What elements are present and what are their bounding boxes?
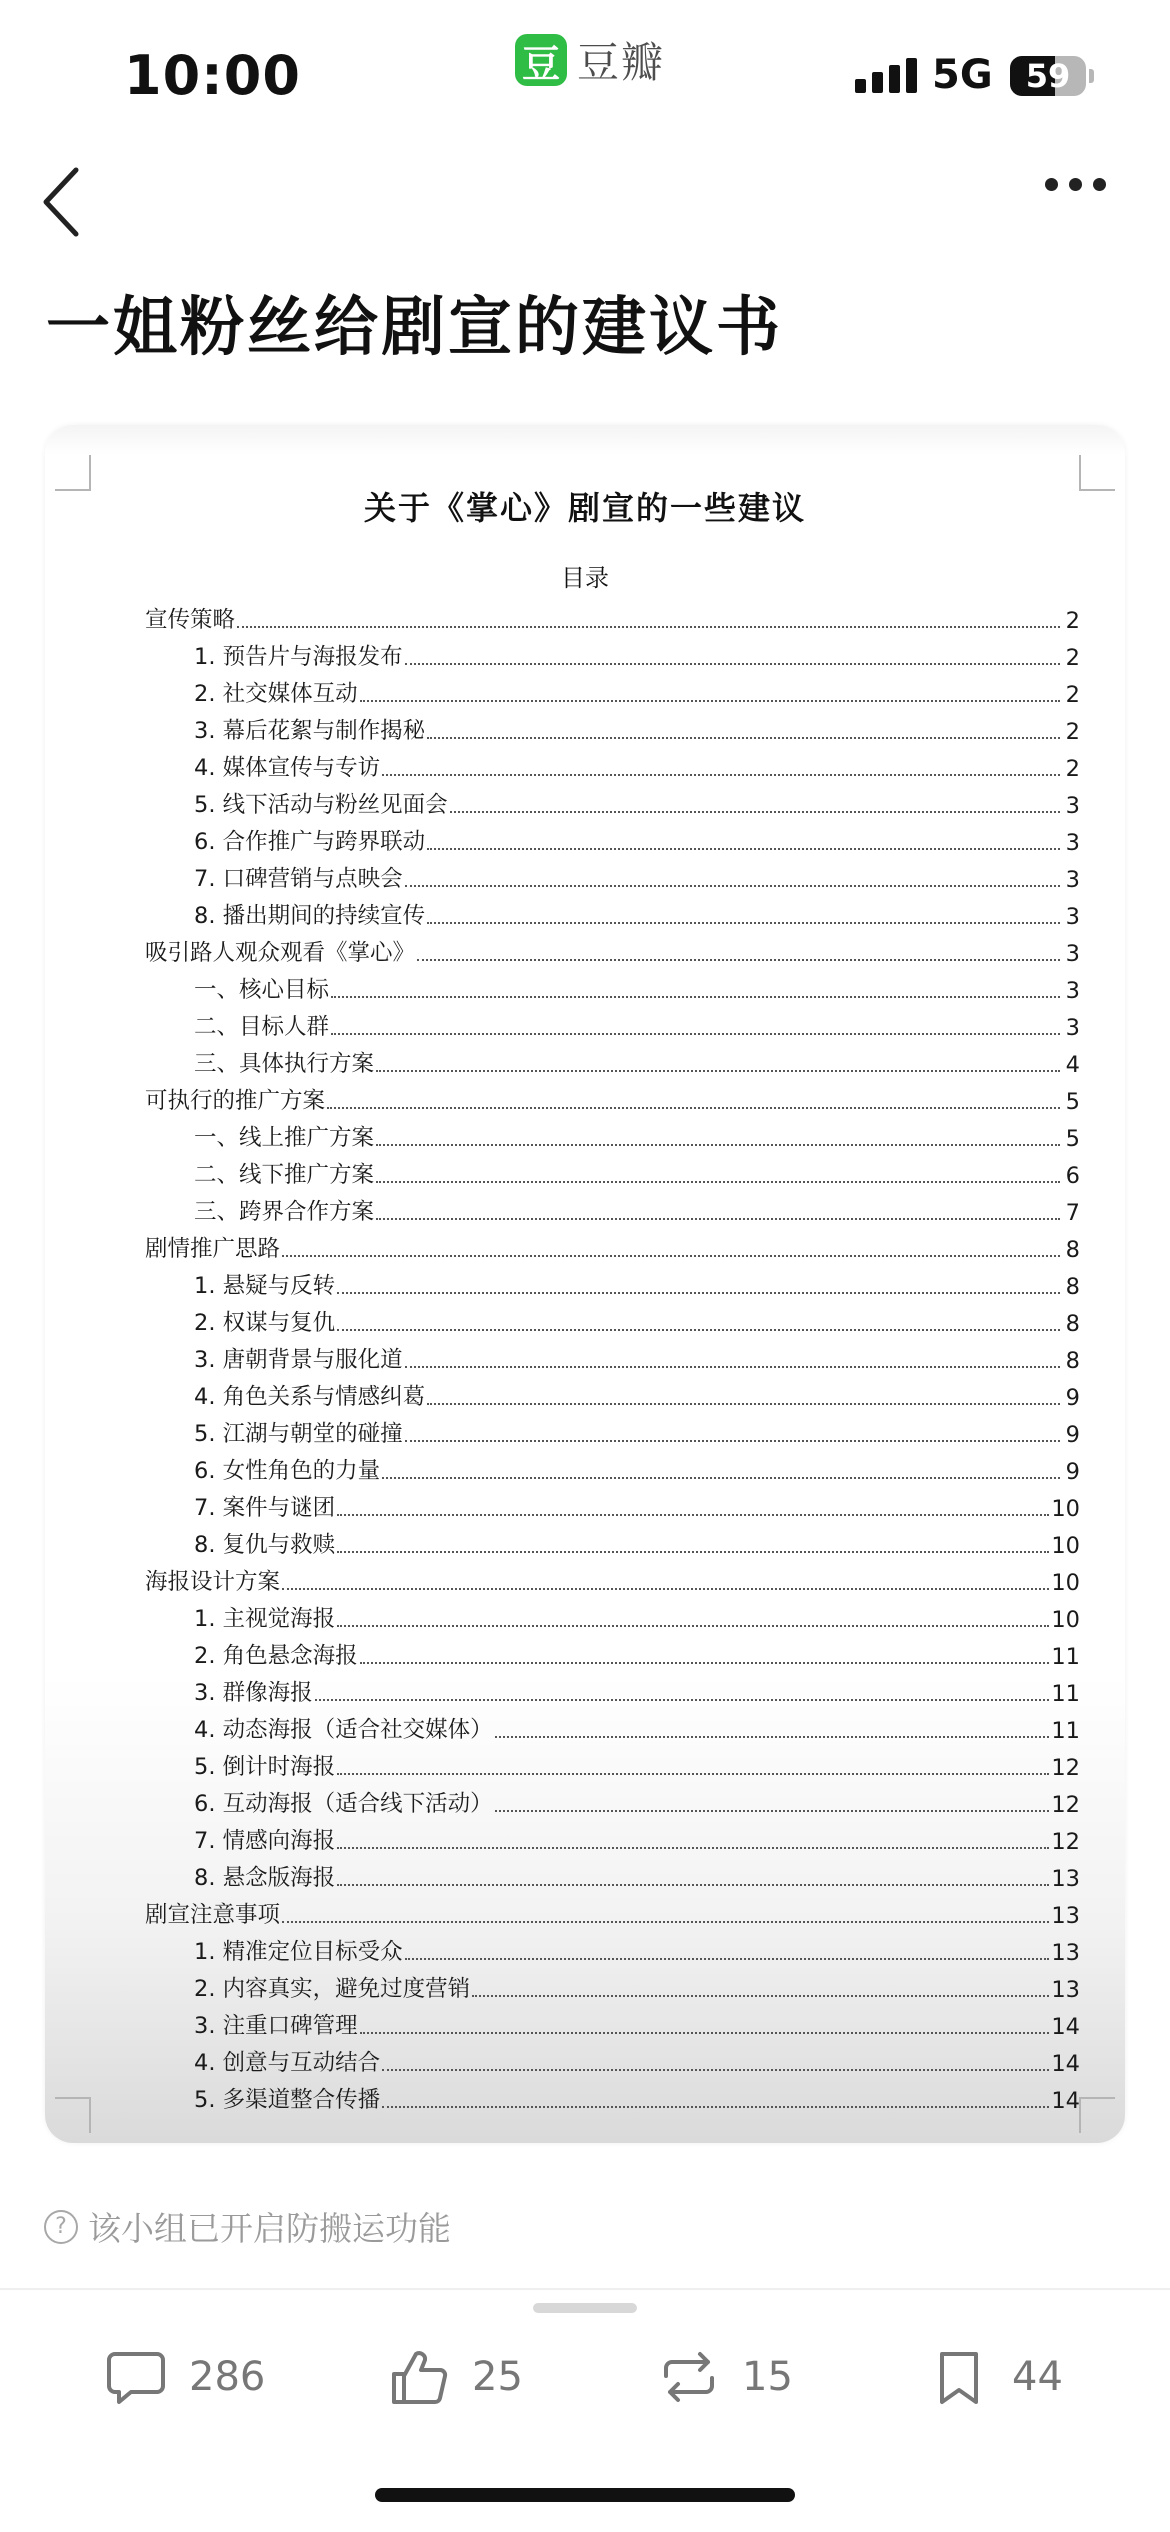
toc-entry-label: 5. 多渠道整合传播	[194, 2087, 381, 2113]
toc-leader-dots	[337, 1625, 1049, 1627]
toc-entry-page: 4	[1065, 1052, 1080, 1078]
toc-entry-page: 3	[1065, 830, 1080, 856]
toc-entry	[145, 1152, 1080, 1189]
bookmark-button[interactable]	[928, 2322, 1063, 2432]
toc-entry-label: 1. 精准定位目标受众	[194, 1939, 403, 1965]
toc-leader-dots	[382, 1477, 1060, 1479]
more-button[interactable]	[1045, 178, 1106, 191]
toc-leader-dots	[382, 2069, 1049, 2071]
toc-entry-page: 2	[1065, 682, 1080, 708]
toc-entry	[145, 1633, 1080, 1670]
toc-entry	[145, 1892, 1080, 1929]
toc-heading: 目录	[561, 564, 609, 592]
toc-leader-dots	[337, 1884, 1049, 1886]
toc-leader-dots	[337, 1329, 1060, 1331]
battery-tip	[1089, 69, 1094, 83]
toc-entry-label: 3. 注重口碑管理	[194, 2013, 358, 2039]
toc-entry-label: 海报设计方案	[145, 1569, 281, 1595]
app-name: 豆瓣	[577, 38, 666, 87]
toc-entry	[145, 1374, 1080, 1411]
toc-leader-dots	[337, 1847, 1049, 1849]
toc-entry-page: 8	[1065, 1311, 1080, 1337]
toc-entry-page: 11	[1051, 1718, 1080, 1744]
toc-entry	[145, 782, 1080, 819]
toc-entry-label: 1. 预告片与海报发布	[194, 644, 403, 670]
toc-entry	[145, 1522, 1080, 1559]
toc-entry-page: 3	[1065, 978, 1080, 1004]
toc-leader-dots	[405, 885, 1060, 887]
toc-entry-label: 三、跨界合作方案	[194, 1199, 375, 1225]
toc-entry-page: 5	[1065, 1126, 1080, 1152]
toc-entry	[145, 1189, 1080, 1226]
more-dots-icon	[1045, 178, 1058, 191]
toc-entry	[145, 1596, 1080, 1633]
cellular-signal-icon	[855, 58, 917, 93]
toc-entry	[145, 967, 1080, 1004]
toc-entry	[145, 930, 1080, 967]
toc-entry-label: 3. 幕后花絮与制作揭秘	[194, 718, 426, 744]
toc-leader-dots	[315, 1699, 1050, 1701]
toc-leader-dots	[427, 848, 1060, 850]
toc-entry	[145, 2003, 1080, 2040]
toc-leader-dots	[382, 2106, 1049, 2108]
toc-entry-page: 3	[1065, 867, 1080, 893]
toc-entry-page: 2	[1065, 756, 1080, 782]
toc-entry-page: 13	[1051, 1977, 1080, 2003]
toc-entry-page: 10	[1051, 1607, 1080, 1633]
toc-leader-dots	[427, 737, 1060, 739]
like-count: 25	[472, 2354, 523, 2400]
toc-entry-label: 二、目标人群	[194, 1014, 330, 1040]
toc-leader-dots	[450, 811, 1060, 813]
toc-entry-page: 9	[1065, 1422, 1080, 1448]
toc-entry	[145, 1781, 1080, 1818]
toc-entry-label: 一、线上推广方案	[194, 1125, 375, 1151]
toc-leader-dots	[337, 1551, 1049, 1553]
toc-entry-label: 7. 情感向海报	[194, 1828, 336, 1854]
toc-leader-dots	[376, 1181, 1060, 1183]
toc-entry-label: 5. 江湖与朝堂的碰撞	[194, 1421, 403, 1447]
toc-entry-label: 7. 案件与谜团	[194, 1495, 336, 1521]
toc-entry-label: 宣传策略	[145, 607, 236, 633]
toc-leader-dots	[282, 1588, 1049, 1590]
toc-entry-label: 6. 女性角色的力量	[194, 1458, 381, 1484]
toc-entry	[145, 1263, 1080, 1300]
toc-leader-dots	[427, 1403, 1060, 1405]
toc-entry	[145, 708, 1080, 745]
toc-entry-page: 3	[1065, 1015, 1080, 1041]
toc-entry-label: 8. 悬念版海报	[194, 1865, 336, 1891]
toc-entry	[145, 1337, 1080, 1374]
toc-entry-label: 3. 唐朝背景与服化道	[194, 1347, 403, 1373]
toc-entry	[145, 1411, 1080, 1448]
toc-leader-dots	[331, 996, 1060, 998]
toc-entry	[145, 819, 1080, 856]
toc-entry	[145, 1929, 1080, 1966]
toc-entry	[145, 1559, 1080, 1596]
post-title: 一姐粉丝给剧宣的建议书	[46, 291, 783, 365]
status-time: 10:00	[124, 44, 301, 107]
toc-entry	[145, 1300, 1080, 1337]
toc-entry-page: 3	[1065, 793, 1080, 819]
toc-entry-page: 11	[1051, 1644, 1080, 1670]
toc-leader-dots	[495, 1810, 1050, 1812]
toc-entry-page: 3	[1065, 941, 1080, 967]
toc-entry	[145, 1707, 1080, 1744]
table-of-contents	[145, 597, 1080, 2114]
comment-count: 286	[189, 2354, 266, 2400]
repost-button[interactable]	[658, 2322, 793, 2432]
toc-leader-dots	[495, 1736, 1050, 1738]
toc-entry	[145, 2077, 1080, 2114]
bookmark-count: 44	[1012, 2354, 1063, 2400]
toc-entry	[145, 2040, 1080, 2077]
toc-leader-dots	[405, 1958, 1050, 1960]
toc-entry-page: 12	[1051, 1792, 1080, 1818]
toc-entry	[145, 745, 1080, 782]
comment-icon	[105, 2346, 167, 2408]
toc-entry	[145, 1670, 1080, 1707]
back-chevron-icon	[40, 160, 130, 250]
toc-entry-label: 吸引路人观众观看《掌心》	[145, 940, 416, 966]
toc-entry-page: 14	[1051, 2014, 1080, 2040]
toc-entry-label: 剧情推广思路	[145, 1236, 281, 1262]
bookmark-icon	[928, 2346, 990, 2408]
toc-leader-dots	[331, 1033, 1060, 1035]
toc-leader-dots	[427, 922, 1060, 924]
toc-entry-page: 12	[1051, 1755, 1080, 1781]
network-type: 5G	[932, 52, 993, 98]
back-button[interactable]	[40, 160, 130, 250]
toc-entry-label: 4. 媒体宣传与专访	[194, 755, 381, 781]
toc-entry-label: 4. 动态海报（适合社交媒体）	[194, 1717, 493, 1743]
toc-entry-label: 3. 群像海报	[194, 1680, 313, 1706]
toc-entry-page: 14	[1051, 2051, 1080, 2077]
toc-entry	[145, 1855, 1080, 1892]
toc-leader-dots	[337, 1773, 1049, 1775]
toc-entry	[145, 1818, 1080, 1855]
toc-entry	[145, 1078, 1080, 1115]
toc-entry-label: 1. 悬疑与反转	[194, 1273, 336, 1299]
battery-icon	[1010, 56, 1086, 96]
toc-entry-page: 8	[1065, 1237, 1080, 1263]
douban-logo-icon: 豆	[515, 34, 567, 86]
toc-entry-page: 7	[1065, 1200, 1080, 1226]
crop-mark	[55, 2097, 91, 2133]
toc-entry-label: 4. 角色关系与情感纠葛	[194, 1384, 426, 1410]
thumbs-up-icon	[388, 2346, 450, 2408]
toc-entry-page: 13	[1051, 1903, 1080, 1929]
toc-entry-page: 10	[1051, 1496, 1080, 1522]
toc-leader-dots	[282, 1921, 1049, 1923]
battery-percent: 59	[1025, 57, 1071, 95]
toc-entry-page: 13	[1051, 1940, 1080, 1966]
notice-text: 该小组已开启防搬运功能	[88, 2209, 451, 2248]
toc-entry-label: 2. 社交媒体互动	[194, 681, 358, 707]
toc-leader-dots	[337, 1514, 1049, 1516]
toc-entry-label: 三、具体执行方案	[194, 1051, 375, 1077]
toc-entry	[145, 671, 1080, 708]
toc-entry	[145, 634, 1080, 671]
toc-entry-label: 5. 倒计时海报	[194, 1754, 336, 1780]
toc-entry-label: 2. 权谋与复仇	[194, 1310, 336, 1336]
toc-entry-label: 一、核心目标	[194, 977, 330, 1003]
action-bar	[0, 2322, 1170, 2432]
toc-leader-dots	[405, 663, 1060, 665]
toc-entry-page: 12	[1051, 1829, 1080, 1855]
toc-entry-label: 2. 角色悬念海报	[194, 1643, 358, 1669]
toc-entry-page: 10	[1051, 1533, 1080, 1559]
toc-leader-dots	[382, 774, 1060, 776]
toc-leader-dots	[376, 1218, 1060, 1220]
toc-entry-page: 2	[1065, 719, 1080, 745]
toc-leader-dots	[405, 1366, 1060, 1368]
toc-entry-page: 2	[1065, 608, 1080, 634]
toc-leader-dots	[282, 1255, 1060, 1257]
comment-button[interactable]	[105, 2322, 265, 2432]
toc-entry	[145, 893, 1080, 930]
toc-entry-page: 6	[1065, 1163, 1080, 1189]
toc-entry-page: 11	[1051, 1681, 1080, 1707]
toc-entry	[145, 1004, 1080, 1041]
toc-entry-page: 14	[1051, 2088, 1080, 2114]
toc-leader-dots	[472, 1995, 1049, 1997]
toc-entry	[145, 856, 1080, 893]
repost-count: 15	[742, 2354, 793, 2400]
document-image[interactable]	[45, 425, 1125, 2143]
home-indicator[interactable]	[375, 2488, 795, 2502]
toc-leader-dots	[417, 959, 1060, 961]
like-button[interactable]	[388, 2322, 523, 2432]
toc-leader-dots	[376, 1070, 1060, 1072]
toc-leader-dots	[405, 1440, 1060, 1442]
toc-leader-dots	[327, 1107, 1060, 1109]
toc-entry-label: 8. 播出期间的持续宣传	[194, 903, 426, 929]
toc-entry	[145, 1966, 1080, 2003]
toc-entry-page: 13	[1051, 1866, 1080, 1892]
toc-entry-label: 二、线下推广方案	[194, 1162, 375, 1188]
toc-entry-page: 9	[1065, 1459, 1080, 1485]
toc-entry-label: 8. 复仇与救赎	[194, 1532, 336, 1558]
toc-entry	[145, 1226, 1080, 1263]
toc-entry-label: 可执行的推广方案	[145, 1088, 326, 1114]
toc-entry	[145, 597, 1080, 634]
question-circle-icon: ?	[44, 2210, 78, 2244]
toc-leader-dots	[360, 2032, 1050, 2034]
toc-entry-label: 7. 口碑营销与点映会	[194, 866, 403, 892]
divider	[0, 2288, 1170, 2290]
toc-entry-page: 10	[1051, 1570, 1080, 1596]
crop-mark	[1079, 2097, 1115, 2133]
toc-leader-dots	[376, 1144, 1060, 1146]
toc-entry-page: 3	[1065, 904, 1080, 930]
document-title: 关于《掌心》剧宣的一些建议	[363, 489, 806, 527]
toc-entry-label: 2. 内容真实，避免过度营销	[194, 1976, 471, 2002]
anti-repost-notice	[44, 2203, 451, 2250]
toc-leader-dots	[360, 700, 1060, 702]
toc-entry-label: 1. 主视觉海报	[194, 1606, 336, 1632]
toc-entry	[145, 1115, 1080, 1152]
toc-entry-page: 8	[1065, 1274, 1080, 1300]
toc-entry	[145, 1744, 1080, 1781]
toc-entry-label: 6. 互动海报（适合线下活动）	[194, 1791, 493, 1817]
toc-entry-label: 4. 创意与互动结合	[194, 2050, 381, 2076]
toc-entry-page: 9	[1065, 1385, 1080, 1411]
toc-entry	[145, 1448, 1080, 1485]
toc-entry-page: 5	[1065, 1089, 1080, 1115]
toc-entry-page: 2	[1065, 645, 1080, 671]
toc-leader-dots	[360, 1662, 1050, 1664]
drag-handle[interactable]	[533, 2303, 637, 2313]
toc-leader-dots	[337, 1292, 1060, 1294]
app-brand	[515, 30, 665, 90]
toc-entry-page: 8	[1065, 1348, 1080, 1374]
toc-entry	[145, 1041, 1080, 1078]
repost-icon	[658, 2346, 720, 2408]
toc-entry-label: 剧宣注意事项	[145, 1902, 281, 1928]
toc-entry-label: 6. 合作推广与跨界联动	[194, 829, 426, 855]
toc-leader-dots	[237, 626, 1060, 628]
toc-entry-label: 5. 线下活动与粉丝见面会	[194, 792, 448, 818]
toc-entry	[145, 1485, 1080, 1522]
